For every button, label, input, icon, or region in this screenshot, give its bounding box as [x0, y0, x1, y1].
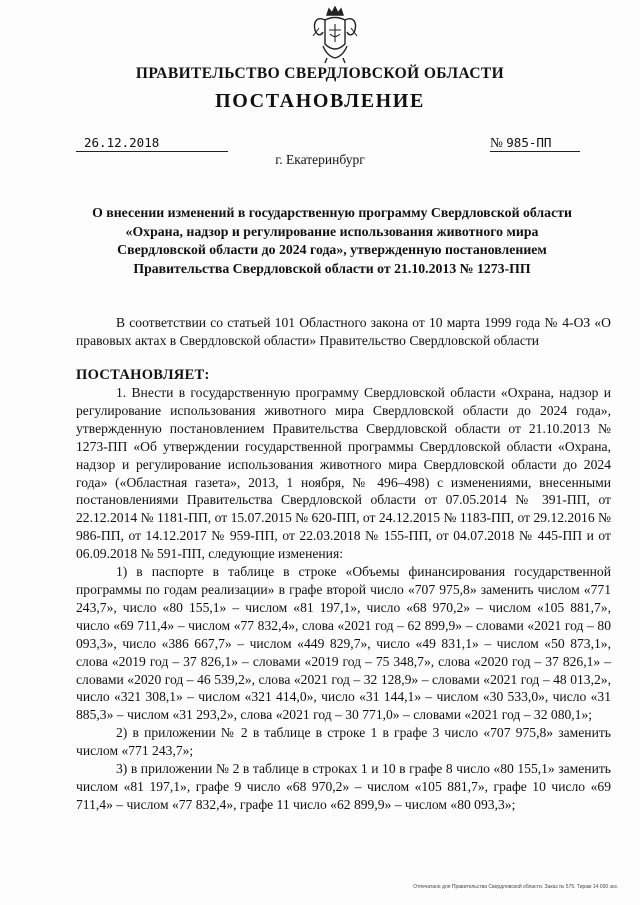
print-footer-note: Отпечатано для Правительства Свердловской области. Заказ № 575. Тираж 14 000 экз.	[413, 884, 618, 890]
document-date: 26.12.2018	[76, 135, 228, 152]
title-line: Свердловской области до 2024 года», утвержденную постановлением	[117, 242, 547, 258]
paragraph-item-2: 2) в приложении № 2 в таблице в строке 1 в графе 3 число «707 975,8» заменить числом «771 243,7»;	[76, 725, 611, 759]
document-number	[490, 135, 580, 152]
title-line: Правительства Свердловской области от 21.10.2013 № 1273-ПП	[133, 260, 531, 276]
body-text	[76, 384, 611, 814]
coat-of-arms-emblem	[311, 6, 359, 64]
number-value: 985-ПП	[506, 135, 552, 150]
number-sign: №	[490, 135, 503, 150]
document-title	[62, 204, 602, 278]
paragraph-1: 1. Внести в государственную программу Свердловской области «Охрана, надзор и регулирование использования животного мира Свердловской области до 2024 года», утвержденную постановлением Правительства Свердловской области от 21.10.2013 № 1273-ПП «Об утверждении государственной программы Свердловской области «Охрана, надзор и регулирование использования животного мира Свердловской области до 2024 года» («Областная газета», 2013, 1 ноября, № 496–498) с изменениями, внесенными постановлениями Правительства Свердловской области от 07.05.2014 № 391-ПП, от 22.12.2014 № 1181-ПП, от 15.07.2015 № 620-ПП, от 24.12.2015 № 1183-ПП, от 29.12.2016 № 986-ПП, от 14.12.2017 № 959-ПП, от 22.03.2018 № 155-ПП, от 04.07.2018 № 445-ПП и от 06.09.2018 № 591-ПП, следующие изменения:	[76, 385, 611, 562]
government-name: ПРАВИТЕЛЬСТВО СВЕРДЛОВСКОЙ ОБЛАСТИ	[135, 65, 505, 82]
city-line: г. Екатеринбург	[275, 152, 365, 167]
title-line: О внесении изменений в государственную программу Свердловской области	[92, 205, 572, 220]
resolve-heading: ПОСТАНОВЛЯЕТ:	[76, 367, 210, 383]
paragraph-item-1: 1) в паспорте в таблице в строке «Объемы финансирования государственной программы по годам реализации» в графе второй число «707 975,8» заменить числом «771 243,7», число «80 155,1» – числом «81 197,1», число «68 970,2» – числом «105 881,7», число «69 711,4» – числом «77 832,4», слова «2021 год – 62 899,9» – словами «2021 год – 80 093,3», число «386 667,7» – числом «449 829,7», число «49 831,1» – числом «50 873,1», слова «2019 год – 37 826,1» – словами «2019 год – 75 348,7», слова «2020 год – 37 826,1» – словами «2020 год – 46 539,2», слова «2021 год – 32 128,9» – словами «2021 год – 48 013,2», число «321 308,1» – числом «321 414,0», число «31 144,1» – числом «30 533,0», число «31 885,3» – числом «31 293,2», слова «2021 год – 30 771,0» – словами «2021 год – 32 080,1»;	[76, 564, 611, 723]
title-line: «Охрана, надзор и регулирование использования животного мира	[125, 223, 539, 239]
preamble-block	[76, 314, 611, 350]
paragraph-item-3: 3) в приложении № 2 в таблице в строках 1 и 10 в графе 8 число «80 155,1» заменить числом «81 197,1», графе 9 число «68 970,2» – числом «105 881,7», графе 10 число «69 711,4» – числом «77 832,4», графе 11 число «62 899,9» – числом «80 093,3»;	[76, 761, 611, 812]
document-type: ПОСТАНОВЛЕНИЕ	[215, 90, 425, 112]
preamble-paragraph: В соответствии со статьей 101 Областного закона от 10 марта 1999 года № 4-ОЗ «О правовых актах в Свердловской области» Правительство Свердловской области	[76, 315, 611, 348]
